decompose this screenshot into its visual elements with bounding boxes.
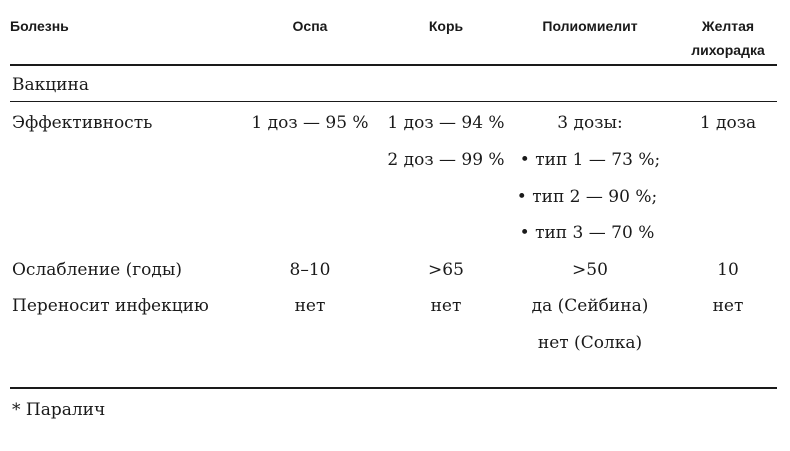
transmits-polio-1: да (Сейбина) [531,296,649,316]
row-label-waning: Ослабление (годы) [12,260,183,280]
efficacy-polio-1: 3 дозы: [557,113,623,133]
efficacy-smallpox: 1 доз — 95 % [251,113,369,133]
efficacy-polio-4: • тип 3 — 70 % [519,223,655,243]
efficacy-yellow-fever: 1 доза [699,113,757,133]
row-label-transmits: Переносит инфекцию [12,296,209,316]
section-label: Вакцина [12,75,89,95]
transmits-smallpox: нет [294,296,326,316]
efficacy-polio-2: • тип 1 — 73 %; [519,150,661,170]
header-rule [10,64,777,66]
bottom-rule [10,387,777,389]
header-yellow-fever-line2: лихорадка [691,42,765,58]
transmits-polio-2: нет (Солка) [537,333,643,353]
waning-smallpox: 8–10 [289,260,331,280]
header-measles: Корь [428,18,464,34]
transmits-yellow-fever: нет [712,296,744,316]
efficacy-measles-1: 1 доз — 94 % [387,113,505,133]
waning-measles: >65 [428,260,464,280]
transmits-measles: нет [430,296,462,316]
efficacy-polio-3: • тип 2 — 90 %; [516,187,658,207]
row-label-efficacy: Эффективность [12,113,153,133]
header-polio: Полиомиелит [542,18,638,34]
waning-polio: >50 [572,260,608,280]
header-yellow-fever-line1: Желтая [701,18,755,34]
section-rule [10,101,777,102]
efficacy-measles-2: 2 доз — 99 % [387,150,505,170]
footnote: * Паралич [12,400,106,420]
waning-yellow-fever: 10 [717,260,739,280]
header-disease: Болезнь [10,18,69,34]
header-smallpox: Оспа [292,18,328,34]
